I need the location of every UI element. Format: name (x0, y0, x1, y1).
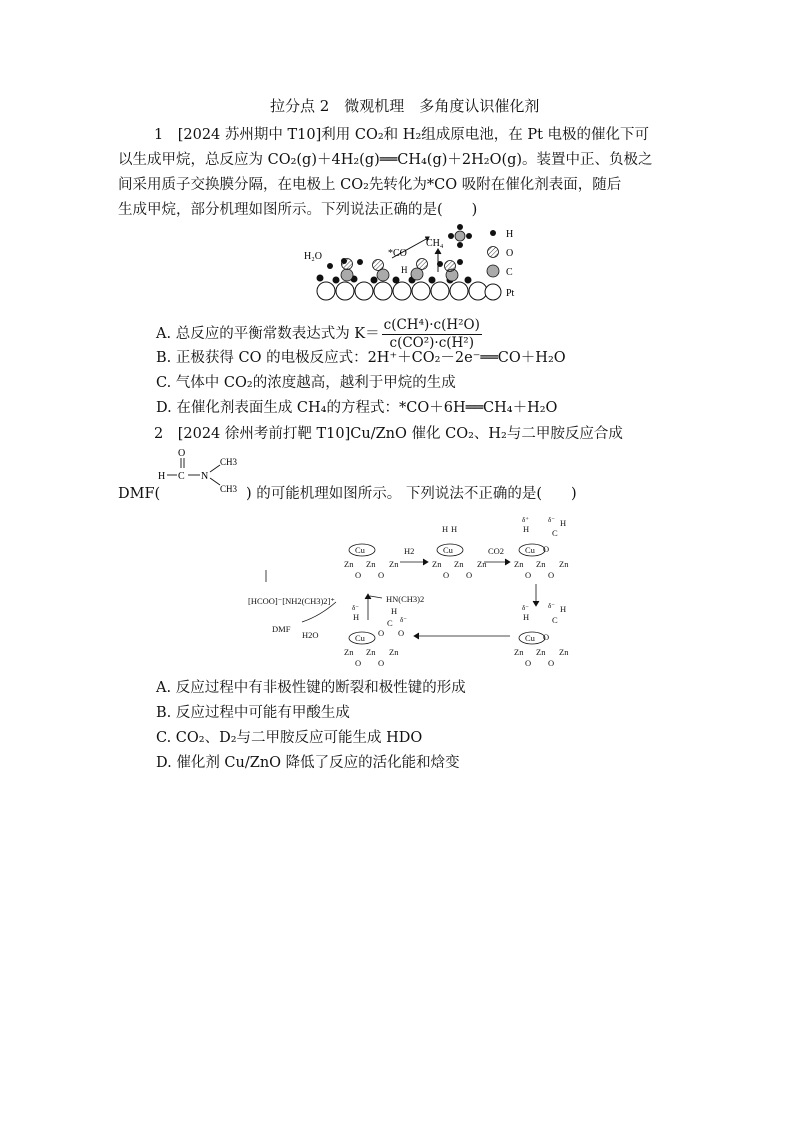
svg-text:H: H (451, 524, 458, 534)
q1-legend-pt: Pt (506, 288, 515, 299)
svg-text:H: H (391, 606, 398, 616)
q1-option-b: B. 正极获得 CO 的电极反应式：2H⁺＋CO₂－2e⁻══CO＋H₂O (156, 350, 566, 366)
svg-text:H: H (560, 604, 567, 614)
q2-option-a: A. 反应过程中有非极性键的断裂和极性键的形成 (156, 680, 466, 696)
q1-stem-line3: 间采用质子交换膜分隔，在电极上 CO₂先转化为*CO 吸附在催化剂表面，随后 (118, 177, 622, 193)
svg-text:δ⁻: δ⁻ (548, 602, 555, 610)
svg-text:H: H (442, 524, 449, 534)
q1-stem-line4: 生成甲烷，部分机理如图所示。下列说法正确的是( ) (118, 202, 478, 218)
label-h2: H2 (404, 546, 415, 556)
label-h2o: H2O (302, 630, 319, 640)
svg-text:C: C (552, 615, 558, 625)
svg-text:Zn: Zn (536, 647, 546, 657)
label-amine: HN(CH3)2 (386, 594, 425, 604)
q2-stem-line1: 2 [2024 徐州考前打靶 T10]Cu/ZnO 催化 CO₂、H₂与二甲胺反应合成 (154, 426, 623, 442)
q1-fig-label-ch4: CH₄ (426, 238, 444, 249)
dmf-label-h: H (158, 471, 166, 482)
site-2 (432, 524, 487, 580)
svg-text:O: O (355, 570, 362, 580)
q2-mechanism-figure (240, 512, 590, 672)
q1-option-a-text: A. 总反应的平衡常数表达式为 K＝ (156, 326, 380, 342)
svg-text:Zn: Zn (514, 559, 524, 569)
svg-text:O: O (548, 570, 555, 580)
q1-legend-c: C (506, 267, 513, 278)
svg-text:O: O (543, 544, 550, 554)
svg-text:Cu: Cu (443, 545, 453, 555)
svg-text:Zn: Zn (432, 559, 442, 569)
svg-text:δ⁻: δ⁻ (400, 616, 407, 624)
svg-text:O: O (525, 570, 532, 580)
svg-text:Zn: Zn (559, 647, 569, 657)
label-dmf: DMF (272, 624, 291, 634)
site-5 (344, 604, 407, 668)
q2-stem-line2-prefix: DMF( (118, 486, 161, 502)
q1-option-a-denominator: c(CO²)·c(H²) (389, 334, 474, 351)
label-salt: [HCOO]⁻[NH2(CH3)2]⁺ (248, 596, 335, 606)
svg-text:Cu: Cu (525, 633, 535, 643)
q1-option-a-numerator: c(CH⁴)·c(H²O) (383, 316, 480, 333)
svg-text:Zn: Zn (366, 647, 376, 657)
svg-text:O: O (398, 628, 405, 638)
q1-legend-h: H (506, 229, 514, 240)
svg-text:C: C (387, 618, 393, 628)
svg-text:H: H (353, 612, 360, 622)
q1-option-d: D. 在催化剂表面生成 CH₄的方程式：*CO＋6H══CH₄＋H₂O (156, 400, 558, 416)
svg-text:O: O (378, 658, 385, 668)
q1-fig-label-h: H (401, 265, 408, 275)
svg-text:C: C (552, 528, 558, 538)
svg-text:O: O (443, 570, 450, 580)
q1-option-c: C. 气体中 CO₂的浓度越高，越利于甲烷的生成 (156, 375, 456, 391)
dmf-label-ch3-bottom: CH3 (220, 484, 238, 494)
svg-text:O: O (378, 628, 385, 638)
svg-text:Zn: Zn (389, 647, 399, 657)
svg-text:O: O (525, 658, 532, 668)
dmf-structure (158, 448, 248, 498)
svg-text:O: O (548, 658, 555, 668)
section-title: 拉分点 2 微观机理 多角度认识催化剂 (270, 97, 540, 115)
svg-text:H: H (523, 524, 530, 534)
svg-text:Cu: Cu (525, 545, 535, 555)
svg-text:O: O (378, 570, 385, 580)
dmf-label-n: N (201, 471, 209, 482)
q1-mechanism-figure (300, 222, 530, 302)
site-4 (514, 602, 569, 668)
svg-text:Zn: Zn (514, 647, 524, 657)
svg-text:O: O (543, 632, 550, 642)
dmf-label-o: O (178, 448, 186, 459)
svg-text:Zn: Zn (454, 559, 464, 569)
q1-stem-line1: 1 [2024 苏州期中 T10]利用 CO₂和 H₂组成原电池，在 Pt 电极的催化下可 (154, 127, 650, 143)
q2-stem-line2-suffix: ) 的可能机理如图所示。 下列说法不正确的是( ) (246, 486, 577, 502)
svg-text:δ⁻: δ⁻ (522, 604, 529, 612)
q2-option-c: C. CO₂、D₂与二甲胺反应可能生成 HDO (156, 730, 423, 746)
svg-text:O: O (355, 658, 362, 668)
svg-text:Zn: Zn (536, 559, 546, 569)
svg-text:Zn: Zn (344, 647, 354, 657)
q1-legend-o: O (506, 248, 514, 259)
dmf-label-ch3-top: CH3 (220, 457, 238, 467)
site-3 (514, 516, 569, 580)
svg-text:δ⁻: δ⁻ (548, 516, 555, 524)
q1-fig-label-h2o: H₂O (304, 251, 322, 262)
svg-text:δ⁺: δ⁺ (522, 516, 529, 524)
svg-text:Zn: Zn (559, 559, 569, 569)
site-1 (344, 544, 399, 580)
svg-text:Cu: Cu (355, 633, 365, 643)
q1-fig-label-co: *CO (388, 248, 407, 259)
svg-text:Zn: Zn (344, 559, 354, 569)
svg-text:H: H (560, 518, 567, 528)
dmf-label-c: C (178, 471, 185, 482)
q1-stem-line2: 以生成甲烷，总反应为 CO₂(g)＋4H₂(g)══CH₄(g)＋2H₂O(g)。装置中正、负极之 (118, 152, 653, 168)
svg-text:Zn: Zn (389, 559, 399, 569)
svg-text:Zn: Zn (366, 559, 376, 569)
label-co2: CO2 (488, 546, 505, 556)
svg-text:H: H (523, 612, 530, 622)
svg-text:O: O (466, 570, 473, 580)
svg-text:Cu: Cu (355, 545, 365, 555)
q2-option-d: D. 催化剂 Cu/ZnO 降低了反应的活化能和焓变 (156, 755, 460, 771)
q1-option-a-fraction (382, 317, 482, 352)
q2-option-b: B. 反应过程中可能有甲酸生成 (156, 705, 350, 721)
svg-text:δ⁻: δ⁻ (352, 604, 359, 612)
svg-text:Zn: Zn (477, 559, 487, 569)
